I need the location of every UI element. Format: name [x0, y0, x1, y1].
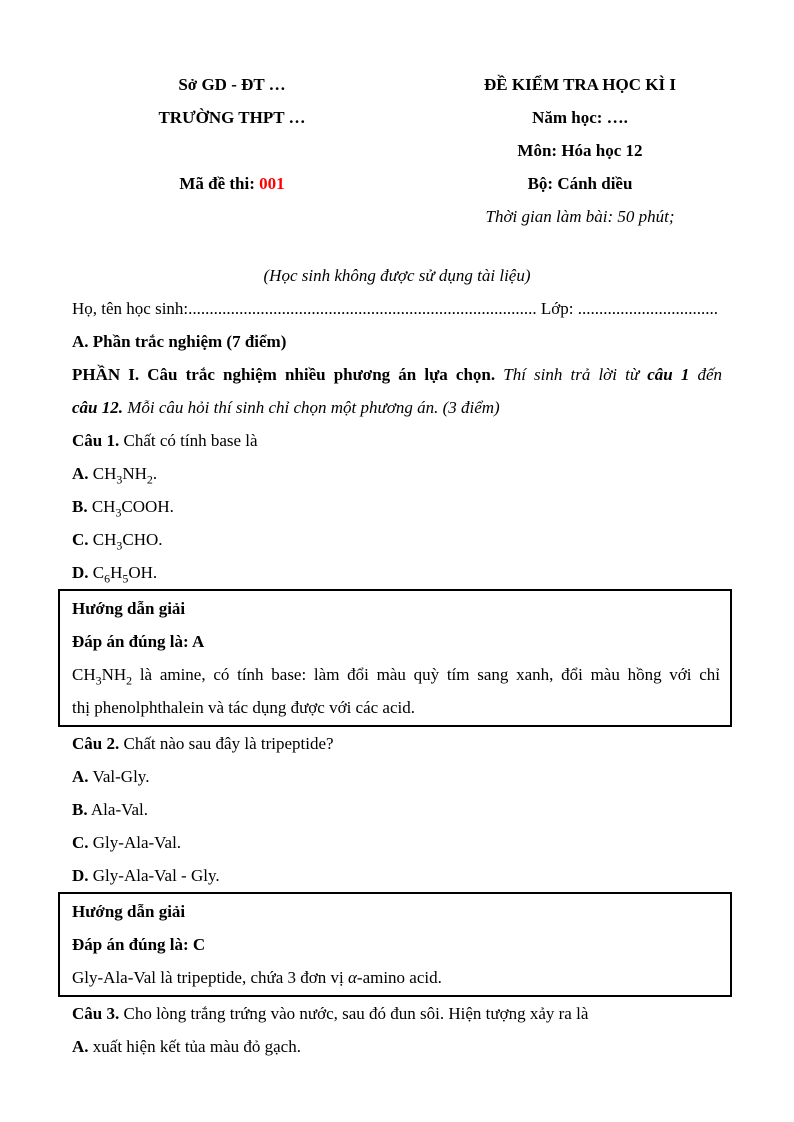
question-1-option-a: A. $CH_3NH_2$.: [72, 464, 158, 487]
explanation-line2: thị phenolphthalein và tác dụng được với các acid.: [72, 698, 415, 717]
blank-line: [72, 134, 392, 167]
question-1-text: Câu 1. Chất có tính base là: [72, 431, 258, 450]
department-line: Sở GD - ĐT …: [178, 75, 286, 94]
student-name-class-line: Họ, tên học sinh:.................................................................................. Lớp: .................................: [72, 299, 718, 318]
exam-info-block: [438, 68, 722, 233]
question-2-option-a: A. Val-Gly.: [72, 767, 150, 786]
solution-heading: Hướng dẫn giải: [72, 902, 186, 921]
exam-code-line: Mã đề thi: 001: [179, 174, 285, 193]
explanation-line1: $CH_3NH_2$ là amine, có tính base: làm đổi màu quỳ tím sang xanh, đổi màu hồng với chỉ: [72, 665, 720, 688]
document-header: [72, 68, 722, 233]
subject-line: Môn: Hóa học 12: [517, 141, 643, 160]
question-2-option-c: C. Gly-Ala-Val.: [72, 833, 182, 852]
question-1-option-c: C. $CH_3CHO$.: [72, 530, 163, 553]
correct-answer-line: Đáp án đúng là: A: [72, 632, 205, 651]
no-materials-note: (Học sinh không được sử dụng tài liệu): [263, 266, 531, 285]
solution-box-2: [58, 892, 732, 997]
book-series-line: Bộ: Cánh diều: [527, 174, 633, 193]
question-1-option-b: B. $CH_3COOH$.: [72, 497, 174, 520]
question-3-text: Câu 3. Cho lòng trắng trứng vào nước, sau đó đun sôi. Hiện tượng xảy ra là: [72, 1004, 589, 1023]
question-1-option-d: D. $C_6H_5OH$.: [72, 563, 158, 586]
part1-instruction-line1: PHẦN I. Câu trắc nghiệm nhiều phương án lựa chọn. Thí sinh trả lời từ câu 1 đến: [72, 365, 723, 384]
school-info-block: [72, 68, 392, 233]
section-a-heading: A. Phần trắc nghiệm (7 điểm): [72, 332, 287, 351]
school-year-line: Năm học: ….: [532, 108, 628, 127]
school-line: TRƯỜNG THPT …: [158, 108, 306, 127]
exam-title: ĐỀ KIỂM TRA HỌC KÌ I: [484, 75, 676, 94]
part1-instruction-line2: câu 12. Mỗi câu hỏi thí sinh chỉ chọn một phương án. (3 điểm): [72, 398, 500, 417]
solution-heading: Hướng dẫn giải: [72, 599, 186, 618]
question-2-option-b: B. Ala-Val.: [72, 800, 149, 819]
correct-answer-line: Đáp án đúng là: C: [72, 935, 206, 954]
question-2-option-d: D. Gly-Ala-Val - Gly.: [72, 866, 220, 885]
question-3-option-a: A. xuất hiện kết tủa màu đỏ gạch.: [72, 1037, 301, 1056]
duration-line: Thời gian làm bài: 50 phút;: [485, 207, 675, 226]
explanation-line1: Gly-Ala-Val là tripeptide, chứa 3 đơn vị α-amino acid.: [72, 968, 442, 987]
question-2-text: Câu 2. Chất nào sau đây là tripeptide?: [72, 734, 334, 753]
solution-box-1: [58, 589, 732, 727]
blank-line: [72, 200, 392, 233]
